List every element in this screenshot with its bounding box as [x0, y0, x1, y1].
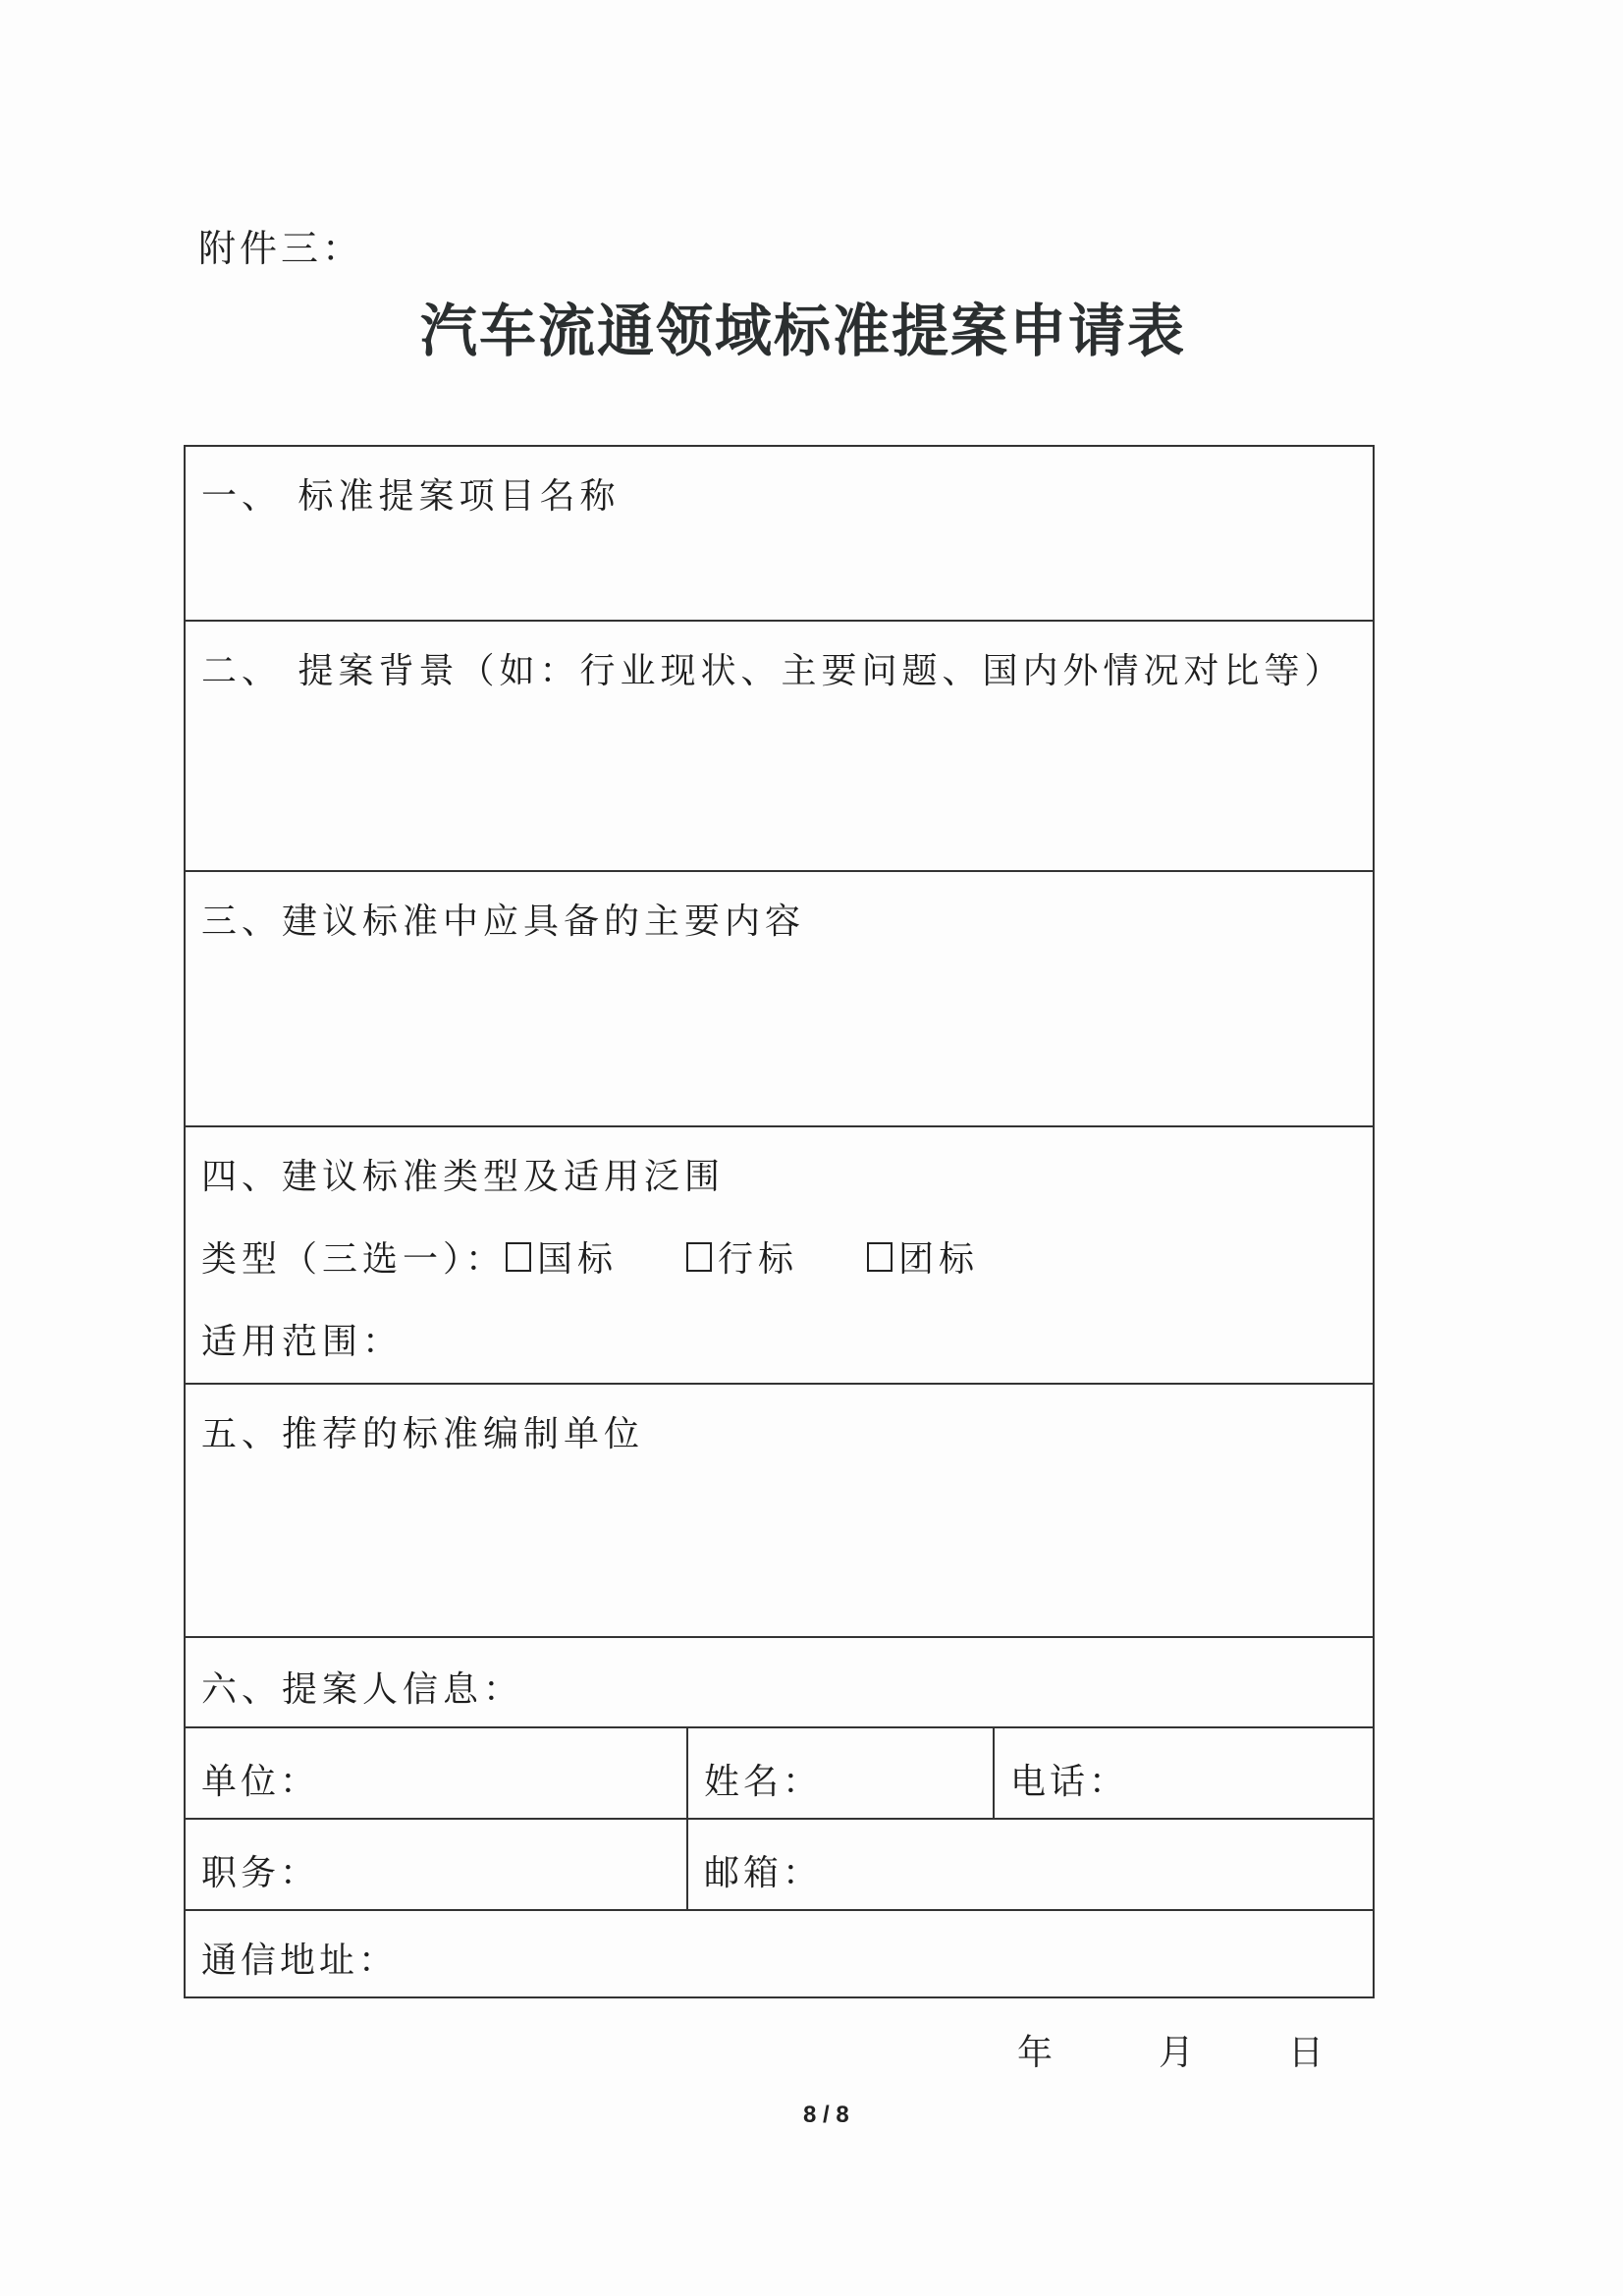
month-label: 月	[1159, 2033, 1195, 2073]
position-field[interactable]	[186, 1820, 688, 1909]
checkbox-icon[interactable]	[867, 1242, 893, 1272]
section-drafting-unit[interactable]	[186, 1385, 1373, 1638]
section-label: 三、建议标准中应具备的主要内容	[201, 902, 806, 942]
address-label: 通信地址：	[201, 1941, 399, 1981]
type-selection-line	[201, 1231, 1048, 1282]
year-label: 年	[1017, 2033, 1054, 2073]
checkbox-icon[interactable]	[686, 1242, 712, 1272]
section-main-content[interactable]	[186, 872, 1373, 1127]
section-label: 二、 提案背景（如：行业现状、主要问题、国内外情况对比等）	[201, 651, 1345, 691]
option-group-standard[interactable]	[867, 1231, 979, 1282]
option-national-standard[interactable]	[506, 1231, 618, 1282]
attachment-label: 附件三：	[198, 227, 364, 270]
section-project-name[interactable]	[186, 447, 1373, 622]
proposer-row-3	[186, 1911, 1373, 1997]
section-label: 四、建议标准类型及适用泛围	[201, 1157, 726, 1197]
scope-field[interactable]: 适用范围：	[201, 1322, 404, 1362]
section-label: 五、推荐的标准编制单位	[201, 1414, 645, 1454]
page-number: 8 / 8	[803, 2102, 849, 2128]
section-background[interactable]	[186, 622, 1373, 872]
position-label: 职务：	[201, 1853, 320, 1893]
phone-field[interactable]	[995, 1728, 1373, 1818]
address-field[interactable]	[186, 1911, 1373, 1997]
section-label: 一、 标准提案项目名称	[201, 476, 621, 517]
type-prompt: 类型（三选一）：	[201, 1239, 507, 1280]
checkbox-icon[interactable]	[506, 1242, 531, 1272]
unit-field[interactable]	[186, 1728, 688, 1818]
proposer-row-1	[186, 1728, 1373, 1820]
section-label: 六、提案人信息：	[201, 1669, 524, 1710]
phone-label: 电话：	[1010, 1762, 1129, 1802]
name-label: 姓名：	[704, 1762, 823, 1802]
unit-label: 单位：	[201, 1762, 320, 1802]
email-field[interactable]	[688, 1820, 1373, 1909]
option-label: 行标	[718, 1239, 799, 1280]
document-title: 汽车流通领域标准提案申请表	[420, 298, 1187, 364]
proposer-row-2	[186, 1820, 1373, 1911]
day-label: 日	[1288, 2033, 1325, 2073]
option-label: 团标	[898, 1239, 980, 1280]
email-label: 邮箱：	[704, 1853, 823, 1893]
section-standard-type	[186, 1127, 1373, 1385]
proposal-form-table	[184, 445, 1375, 1998]
option-industry-standard[interactable]	[686, 1231, 798, 1282]
name-field[interactable]	[688, 1728, 995, 1818]
option-label: 国标	[537, 1239, 619, 1280]
section-proposer-info	[186, 1638, 1373, 1728]
